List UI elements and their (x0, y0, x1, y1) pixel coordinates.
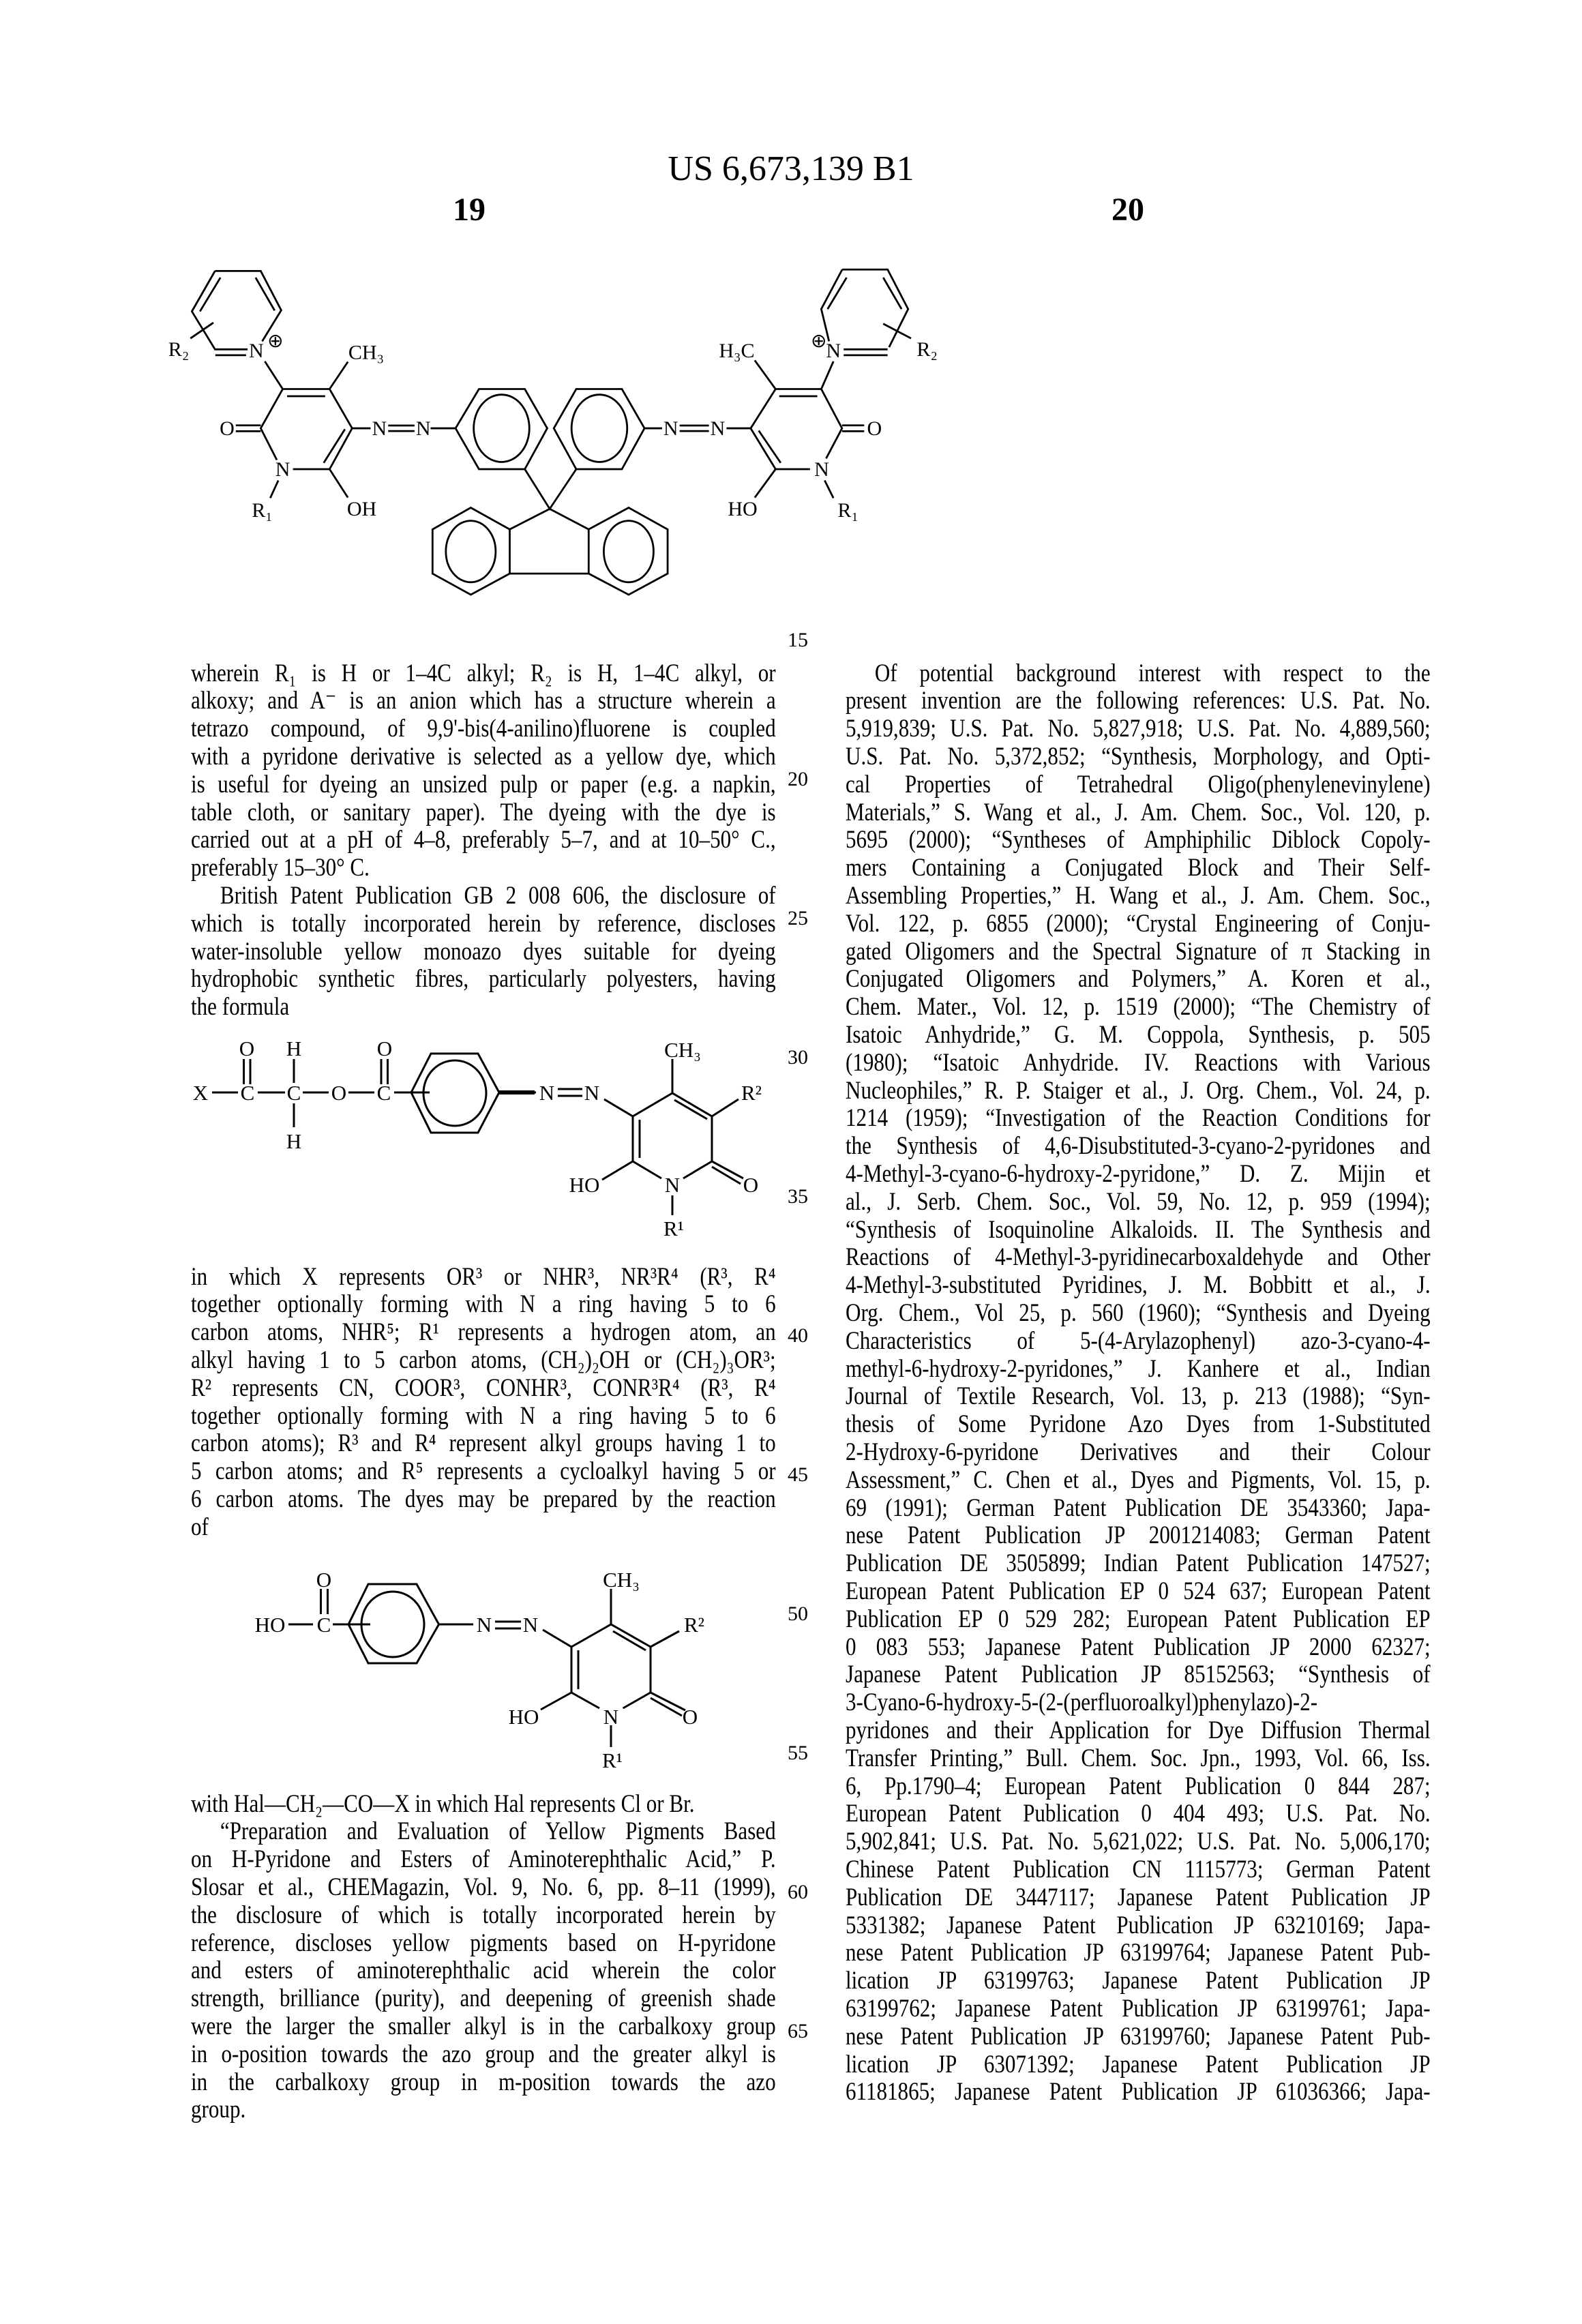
text-line: European Patent Publication EP 0 524 637; European Patent (846, 1578, 1431, 1606)
text-line: 5,902,841; U.S. Pat. No. 5,621,022; U.S. Pat. No. 5,006,170; (846, 1828, 1431, 1856)
text-line: present invention are the following references: U.S. Pat. No. (846, 687, 1431, 715)
text-line: gated Oligomers and the Spectral Signature of π Stacking in (846, 938, 1431, 966)
text-line: Japanese Patent Publication JP 85152563; “Synthesis of (846, 1661, 1431, 1689)
text-line: is useful for dyeing an unsized pulp or paper (e.g. a napkin, (191, 771, 776, 799)
text-line: Characteristics of 5-(4-Arylazophenyl) azo-3-cyano-4- (846, 1328, 1431, 1356)
label-o: O (239, 1037, 254, 1060)
text-line: nese Patent Publication JP 63199760; Japanese Patent Pub- (846, 2023, 1431, 2051)
label-n-ring-right: N (814, 458, 829, 481)
text-line: European Patent Publication 0 404 493; U.S. Pat. No. (846, 1800, 1431, 1828)
text-line: methyl-6-hydroxy-2-pyridones,” J. Kanhere et al., Indian (846, 1356, 1431, 1384)
text-line: in o-position towards the azo group and the greater alkyl is (191, 2041, 776, 2069)
text-line: Publication EP 0 529 282; European Patent Publication EP (846, 1606, 1431, 1634)
label-ho: HO (569, 1173, 600, 1197)
text-line: carried out at a pH of 4–8, preferably 5–7, and at 10–50° C., (191, 826, 776, 854)
label-ho-right: HO (728, 497, 757, 520)
label-o: O (377, 1037, 392, 1060)
label-o: O (683, 1705, 698, 1729)
margin-line-number: 30 (777, 1047, 818, 1068)
label-r1: R₁ (252, 498, 273, 522)
text-line: of (191, 1514, 776, 1542)
label-azo-n: N (663, 417, 678, 440)
positive-charge-icon: ⊕ (267, 331, 283, 352)
text-line: in the carbalkoxy group in m-position towards the azo (191, 2069, 776, 2097)
label-ch3: CH₃ (603, 1568, 640, 1592)
margin-line-number: 45 (777, 1465, 818, 1485)
text-line: U.S. Pat. No. 5,372,852; “Synthesis, Morphology, and Opti- (846, 743, 1431, 771)
label-h3c: H₃C (719, 339, 754, 362)
margin-line-number: 65 (777, 2021, 818, 2042)
label-x: X (193, 1081, 208, 1105)
text-line: Isatoic Anhydride,” G. M. Coppola, Synthesis, p. 505 (846, 1022, 1431, 1049)
text-line: 5,919,839; U.S. Pat. No. 5,827,918; U.S. Pat. No. 4,889,560; (846, 715, 1431, 743)
text-line: the Synthesis of 4,6-Disubstituted-3-cyano-2-pyridones and (846, 1133, 1431, 1161)
text-line: 4-Methyl-3-substituted Pyridines, J. M. Bobbitt et al., J. (846, 1272, 1431, 1300)
label-r2-right: R₂ (916, 338, 938, 361)
label-o: O (743, 1173, 758, 1197)
margin-line-number: 20 (777, 769, 818, 790)
text-line: 5695 (2000); “Syntheses of Amphiphilic Diblock Copoly- (846, 826, 1431, 854)
text-line: nese Patent Publication JP 63199764; Japanese Patent Pub- (846, 1939, 1431, 1967)
label-o: O (331, 1081, 346, 1105)
label-n-ring: N (275, 458, 290, 481)
label-n-pyridinium-right: N (826, 339, 841, 362)
bond-lines (212, 1054, 743, 1215)
label-r2: R² (684, 1613, 704, 1637)
label-azo-n: N (523, 1613, 538, 1637)
text-line: 6, Pp.1790–4; European Patent Publication 0 844 287; (846, 1773, 1431, 1801)
text-line: group. (191, 2096, 776, 2124)
margin-line-number: 60 (777, 1882, 818, 1903)
text-line: hydrophobic synthetic fibres, particularly polyesters, having (191, 966, 776, 994)
label-r1: R¹ (663, 1217, 684, 1240)
aromatic-ring-circle (474, 395, 530, 462)
text-line: and esters of aminoterephthalic acid wherein the color (191, 1957, 776, 1985)
text-line: with a pyridone derivative is selected as a yellow dye, which (191, 743, 776, 771)
text-line: reference, discloses yellow pigments based on H-pyridone (191, 1930, 776, 1958)
text-line: 63199762; Japanese Patent Publication JP 63199761; Japa- (846, 1995, 1431, 2023)
label-azo-n: N (372, 417, 387, 440)
text-line: which is totally incorporated herein by reference, discloses (191, 910, 776, 938)
text-line: alkoxy; and A⁻ is an anion which has a structure wherein a (191, 687, 776, 715)
aromatic-ring-circle (361, 1592, 424, 1657)
label-ch3: CH₃ (348, 340, 384, 363)
text-line: Materials,” S. Wang et al., J. Am. Chem. Soc., Vol. 120, p. (846, 799, 1431, 827)
text-line: in which X represents OR³ or NHR³, NR³R⁴ (R³, R⁴ (191, 1264, 776, 1292)
label-azo-n: N (416, 417, 431, 440)
text-line: together optionally forming with N a ring having 5 to 6 (191, 1403, 776, 1431)
text-line: carbon atoms); R³ and R⁴ represent alkyl groups having 1 to (191, 1430, 776, 1458)
text-line: on H-Pyridone and Esters of Aminoterephthalic Acid,” P. (191, 1846, 776, 1874)
text-line: Conjugated Oligomers and Polymers,” A. Koren et al., (846, 966, 1431, 994)
text-line: 6 carbon atoms. The dyes may be prepared by the reaction (191, 1486, 776, 1514)
text-line: Reactions of 4-Methyl-3-pyridinecarboxaldehyde and Other (846, 1244, 1431, 1272)
page-number-left: 19 (428, 191, 510, 228)
text-line: Nucleophiles,” R. P. Staiger et al., J. Org. Chem., Vol. 24, p. (846, 1077, 1431, 1105)
text-line: 61181865; Japanese Patent Publication JP 61036366; Japa- (846, 2079, 1431, 2106)
text-line: British Patent Publication GB 2 008 606, the disclosure of (191, 882, 776, 910)
label-r2: R₂ (168, 338, 190, 361)
text-line: 4-Methyl-3-cyano-6-hydroxy-2-pyridone,” D. Z. Mijin et (846, 1161, 1431, 1189)
text-line: table cloth, or sanitary paper). The dyeing with the dye is (191, 799, 776, 827)
text-line: 3-Cyano-6-hydroxy-5-(2-(perfluoroalkyl)phenylazo)-2- (846, 1689, 1431, 1717)
label-h: H (286, 1037, 301, 1060)
label-c: C (377, 1081, 391, 1105)
text-line: the disclosure of which is totally incorporated herein by (191, 1902, 776, 1930)
bond-lines (190, 269, 911, 595)
label-c: C (241, 1081, 255, 1105)
positive-charge-icon: ⊕ (811, 331, 826, 352)
text-line: nese Patent Publication JP 2001214083; German Patent (846, 1522, 1431, 1550)
text-line: Assembling Properties,” H. Wang et al., J. Am. Chem. Soc., (846, 882, 1431, 910)
aromatic-ring-circle (446, 521, 496, 582)
label-oh: OH (347, 497, 376, 520)
text-line: Vol. 122, p. 6855 (2000); “Crystal Engineering of Conju- (846, 910, 1431, 938)
aromatic-ring-circle (423, 1060, 486, 1126)
patent-number: US 6,673,139 B1 (0, 149, 1582, 189)
text-line: together optionally forming with N a ring having 5 to 6 (191, 1291, 776, 1319)
text-line: 5331382; Japanese Patent Publication JP 63210169; Japa- (846, 1912, 1431, 1940)
text-line: mers Containing a Conjugated Block and Their Self- (846, 854, 1431, 882)
text-line: “Synthesis of Isoquinoline Alkaloids. II. The Synthesis and (846, 1217, 1431, 1245)
label-h: H (286, 1129, 301, 1153)
label-r1: R¹ (602, 1748, 623, 1772)
aromatic-ring-circle (571, 395, 627, 462)
text-line: Publication DE 3447117; Japanese Patent Publication JP (846, 1884, 1431, 1912)
label-o: O (316, 1568, 331, 1592)
text-line: 1214 (1959); “Investigation of the Reaction Conditions for (846, 1105, 1431, 1133)
bond-lines (288, 1584, 685, 1747)
text-line: Org. Chem., Vol 25, p. 560 (1960); “Synthesis and Dyeing (846, 1300, 1431, 1328)
label-n-pyridinium: N (249, 339, 264, 362)
text-line: Slosar et al., CHEMagazin, Vol. 9, No. 6, pp. 8–11 (1999), (191, 1874, 776, 1902)
text-line: 69 (1991); German Patent Publication DE 3543360; Japa- (846, 1495, 1431, 1523)
text-line: tetrazo compound, of 9,9'-bis(4-anilino)fluorene is coupled (191, 715, 776, 743)
label-o: O (220, 417, 235, 440)
label-ch3: CH₃ (664, 1038, 701, 1062)
text-line: pyridones and their Application for Dye Diffusion Thermal (846, 1717, 1431, 1745)
text-line: 0 083 553; Japanese Patent Publication JP 2000 62327; (846, 1634, 1431, 1662)
text-line: Journal of Textile Research, Vol. 13, p. 213 (1988); “Syn- (846, 1383, 1431, 1411)
text-line: water-insoluble yellow monoazo dyes suitable for dyeing (191, 938, 776, 966)
text-line: were the larger the smaller alkyl is in the carbalkoxy group (191, 2013, 776, 2041)
text-line: R² represents CN, COOR³, CONHR³, CONR³R⁴ (R³, R⁴ (191, 1375, 776, 1403)
text-line: wherein R₁ is H or 1–4C alkyl; R₂ is H, 1–4C alkyl, or (191, 660, 776, 688)
text-line: Publication DE 3505899; Indian Patent Publication 147527; (846, 1550, 1431, 1578)
page-number-right: 20 (1087, 191, 1169, 228)
label-ho-acid: HO (255, 1613, 286, 1637)
label-ho: HO (509, 1705, 539, 1729)
label-azo-n: N (711, 417, 726, 440)
text-line: alkyl having 1 to 5 carbon atoms, (CH₂)₂OH or (CH₂)₃OR³; (191, 1347, 776, 1375)
margin-line-number: 40 (777, 1326, 818, 1346)
margin-line-number: 15 (777, 630, 818, 651)
text-line: strength, brilliance (purity), and deepening of greenish shade (191, 1985, 776, 2013)
label-c: C (317, 1613, 331, 1637)
label-azo-n: N (539, 1081, 554, 1105)
label-r2: R² (741, 1081, 762, 1105)
margin-line-number: 35 (777, 1187, 818, 1207)
text-line: cal Properties of Tetrahedral Oligo(phenylenevinylene) (846, 771, 1431, 799)
text-line: Transfer Printing,” Bull. Chem. Soc. Jpn., 1993, Vol. 66, Iss. (846, 1745, 1431, 1773)
text-line: 5 carbon atoms; and R⁵ represents a cycloalkyl having 5 or (191, 1458, 776, 1486)
text-line: the formula (191, 994, 776, 1022)
label-c: C (287, 1081, 301, 1105)
text-line: 2-Hydroxy-6-pyridone Derivatives and their Colour (846, 1439, 1431, 1467)
text-line: carbon atoms, NHR⁵; R¹ represents a hydrogen atom, an (191, 1319, 776, 1347)
label-n-ring: N (603, 1705, 618, 1729)
label-azo-n: N (584, 1081, 599, 1105)
text-line: Of potential background interest with respect to the (846, 660, 1431, 688)
text-line: Chem. Mater., Vol. 12, p. 1519 (2000); “The Chemistry of (846, 994, 1431, 1022)
text-line: “Preparation and Evaluation of Yellow Pigments Based (191, 1818, 776, 1846)
text-line: Chinese Patent Publication CN 1115773; German Patent (846, 1856, 1431, 1884)
structure-bis-azo-fluorene-dye (168, 269, 938, 595)
margin-line-number: 25 (777, 908, 818, 929)
text-line: Assessment,” C. Chen et al., Dyes and Pigments, Vol. 15, p. (846, 1467, 1431, 1495)
text-line: lication JP 63199763; Japanese Patent Publication JP (846, 1967, 1431, 1995)
label-n-ring: N (665, 1173, 680, 1197)
structure-monoazo-dye (193, 1037, 762, 1240)
margin-line-number: 50 (777, 1604, 818, 1624)
text-line: preferably 15–30° C. (191, 854, 776, 882)
text-line: lication JP 63071392; Japanese Patent Publication JP (846, 2051, 1431, 2079)
label-r1-right: R₁ (837, 498, 859, 522)
aromatic-ring-circle (603, 521, 653, 582)
text-line: al., J. Serb. Chem. Soc., Vol. 59, No. 12, p. 959 (1994); (846, 1189, 1431, 1217)
text-line: (1980); “Isatoic Anhydride. IV. Reactions with Various (846, 1049, 1431, 1077)
structure-acid-precursor (255, 1568, 704, 1772)
margin-line-number: 55 (777, 1743, 818, 1763)
label-o-right: O (867, 417, 882, 440)
text-line: with Hal—CH₂—CO—X in which Hal represents Cl or Br. (191, 1791, 776, 1819)
label-azo-n: N (477, 1613, 492, 1637)
text-line: thesis of Some Pyridone Azo Dyes from 1-Substituted (846, 1411, 1431, 1439)
